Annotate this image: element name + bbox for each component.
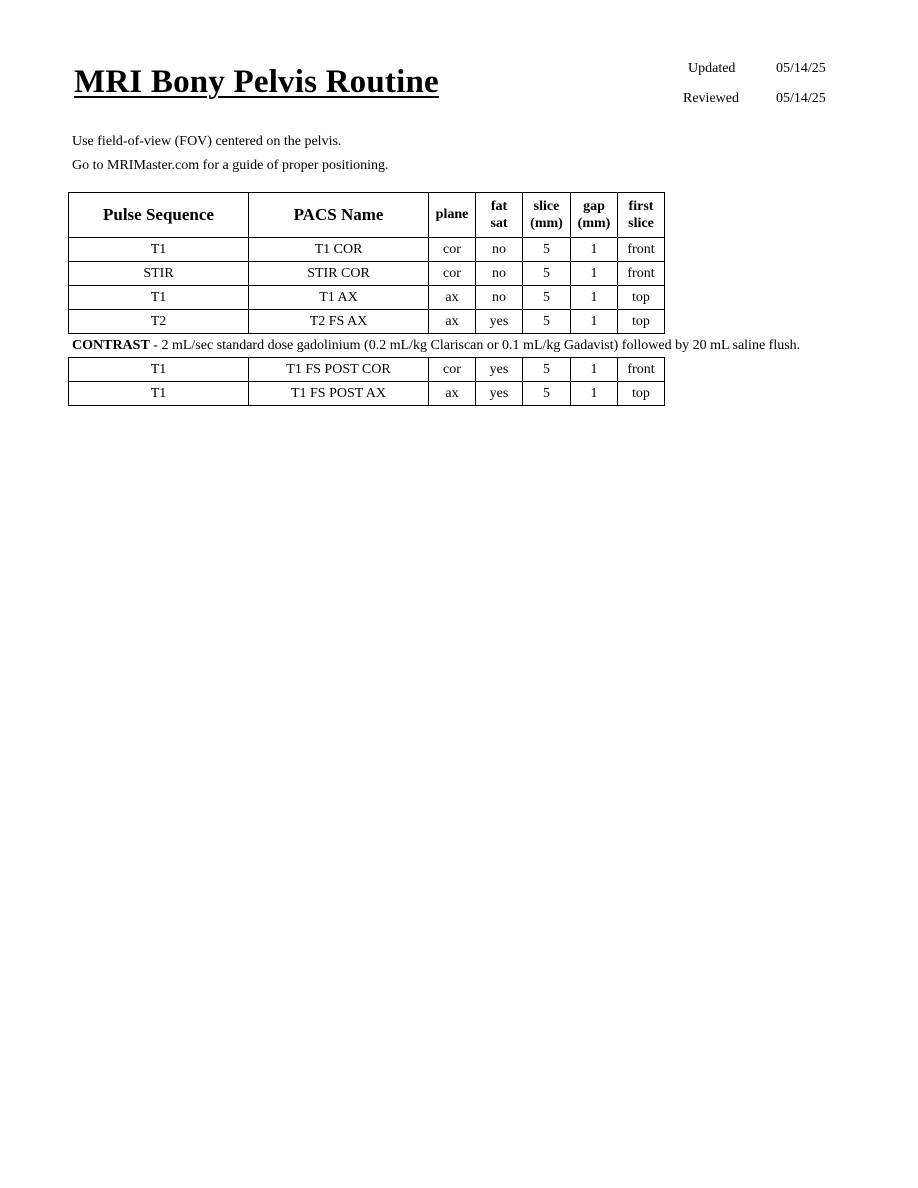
cell-pacs: STIR COR [249,262,429,286]
table-row [69,358,665,382]
cell-plane: ax [429,286,476,310]
note-fov: Use field-of-view (FOV) centered on the pelvis. [72,134,342,149]
header-fat-sat [476,193,523,238]
cell-pacs: T1 COR [249,238,429,262]
cell-fat-sat: yes [476,310,523,334]
table-header-row [69,193,665,238]
cell-slice: 5 [523,310,571,334]
cell-sequence: T2 [69,310,249,334]
cell-plane: cor [429,238,476,262]
cell-first: top [618,382,665,406]
header-slice-line1: slice [533,198,560,214]
updated-label: Updated [688,61,736,76]
cell-gap: 1 [571,310,618,334]
cell-fat-sat: no [476,262,523,286]
cell-first: front [618,262,665,286]
cell-gap: 1 [571,238,618,262]
table-row [69,262,665,286]
header-fat-sat-line1: fat [490,198,508,214]
table-row [69,310,665,334]
cell-plane: ax [429,382,476,406]
contrast-text: - 2 mL/sec standard dose gadolinium (0.2 mL/kg Clariscan or 0.1 mL/kg Gadavist) followed by 20 mL saline flush. [149,338,801,353]
cell-sequence: STIR [69,262,249,286]
contrast-instructions [72,338,800,354]
cell-pacs: T2 FS AX [249,310,429,334]
cell-first: front [618,358,665,382]
cell-slice: 5 [523,382,571,406]
cell-plane: cor [429,262,476,286]
header-gap [571,193,618,238]
cell-sequence: T1 [69,286,249,310]
cell-plane: ax [429,310,476,334]
header-fat-sat-line2: sat [490,216,508,231]
cell-sequence: T1 [69,358,249,382]
cell-slice: 5 [523,286,571,310]
cell-slice: 5 [523,238,571,262]
header-slice-line2: (mm) [530,216,563,231]
reviewed-date: 05/14/25 [776,91,826,106]
protocol-table [68,192,665,334]
cell-gap: 1 [571,286,618,310]
note-positioning: Go to MRIMaster.com for a guide of proper positioning. [72,158,389,173]
cell-plane: cor [429,358,476,382]
cell-fat-sat: yes [476,358,523,382]
table-row [69,382,665,406]
cell-pacs: T1 FS POST COR [249,358,429,382]
cell-fat-sat: no [476,238,523,262]
table-row [69,286,665,310]
post-contrast-table [68,357,665,406]
header-pulse-sequence: Pulse Sequence [69,193,249,238]
cell-sequence: T1 [69,382,249,406]
header-first-slice-line1: first [628,198,654,214]
cell-sequence: T1 [69,238,249,262]
header-gap-line2: (mm) [577,216,611,231]
cell-slice: 5 [523,262,571,286]
header-first-slice-line2: slice [628,216,654,231]
cell-first: front [618,238,665,262]
table-row [69,238,665,262]
cell-gap: 1 [571,382,618,406]
cell-first: top [618,310,665,334]
cell-first: top [618,286,665,310]
cell-gap: 1 [571,358,618,382]
header-first-slice [618,193,665,238]
contrast-label: CONTRAST [72,338,150,353]
header-plane: plane [429,193,476,238]
cell-gap: 1 [571,262,618,286]
page-title: MRI Bony Pelvis Routine [74,64,439,100]
header-slice [523,193,571,238]
reviewed-label: Reviewed [683,91,739,106]
updated-date: 05/14/25 [776,61,826,76]
cell-fat-sat: no [476,286,523,310]
cell-fat-sat: yes [476,382,523,406]
cell-pacs: T1 AX [249,286,429,310]
cell-slice: 5 [523,358,571,382]
cell-pacs: T1 FS POST AX [249,382,429,406]
header-pacs-name: PACS Name [249,193,429,238]
header-gap-line1: gap [583,198,605,214]
